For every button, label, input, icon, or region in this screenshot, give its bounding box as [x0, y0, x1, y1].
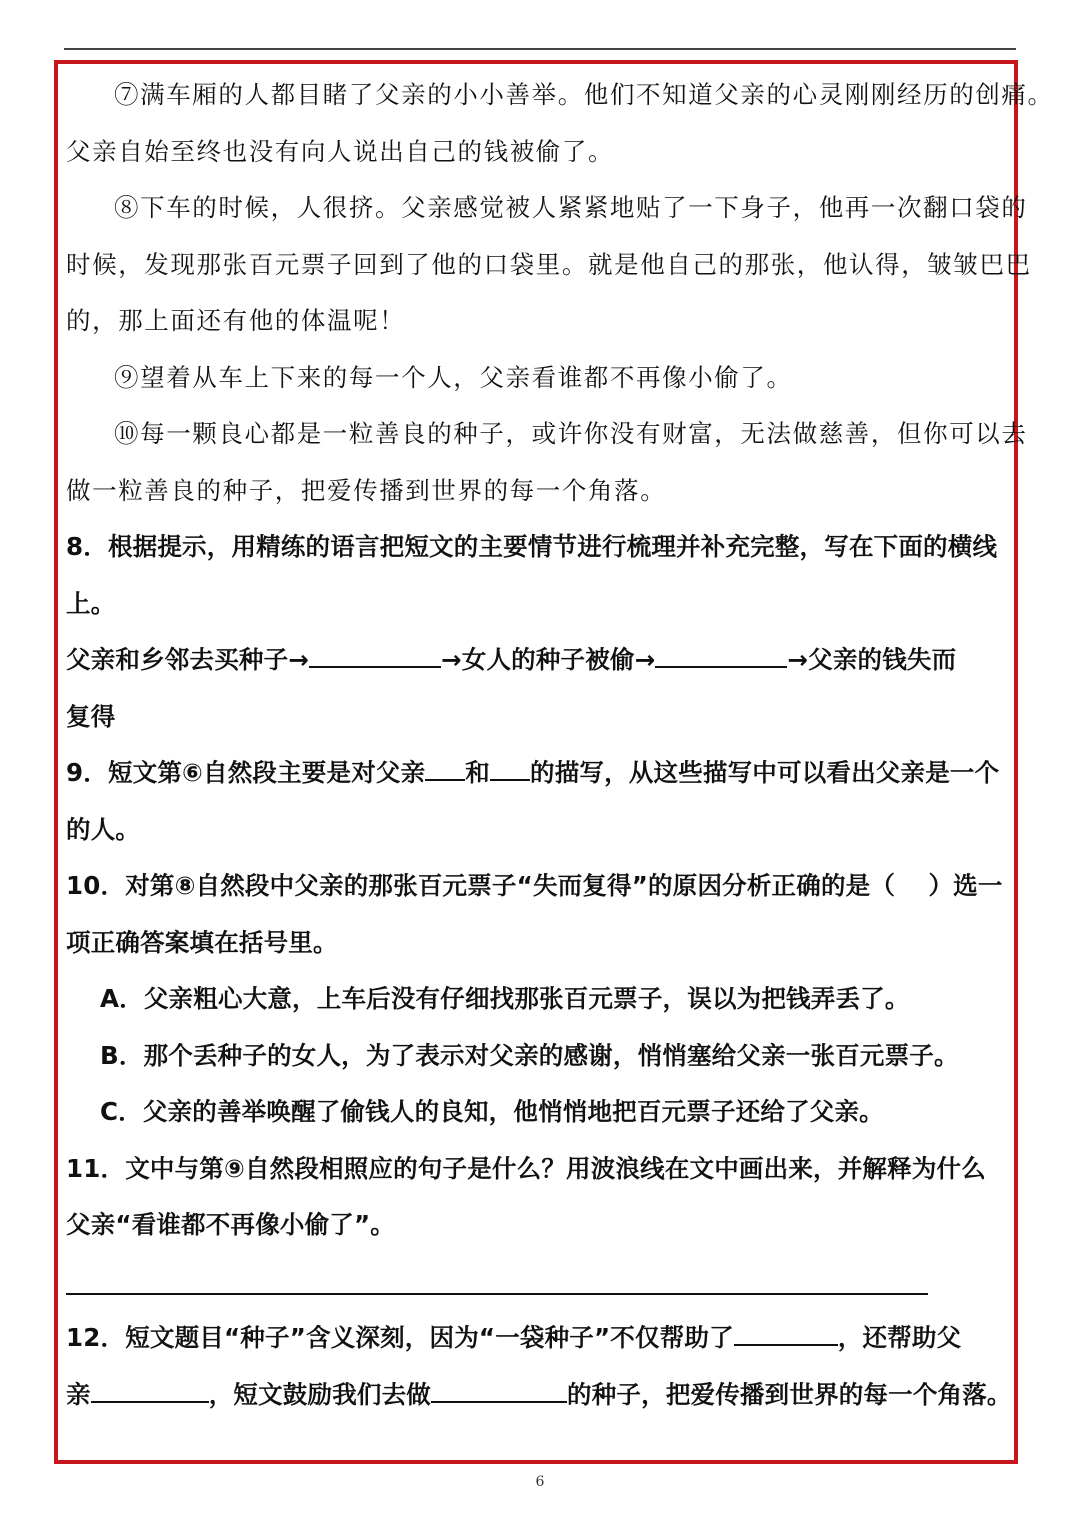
q10-option-c[interactable]: C．父亲的善举唤醒了偷钱人的良知，他悄悄地把百元票子还给了父亲。 — [100, 1097, 884, 1126]
header-rule — [64, 48, 1016, 50]
q10-option-a[interactable]: A．父亲粗心大意，上车后没有仔细找那张百元票子，误以为把钱弄丢了。 — [100, 984, 910, 1013]
q12-blank-3[interactable] — [431, 1379, 567, 1403]
q8-flow-step-1: 父亲和乡邻去买种子→ — [66, 645, 310, 674]
q8-blank-1[interactable] — [309, 644, 441, 668]
q9-part-a: 9．短文第⑥自然段主要是对父亲 — [66, 758, 426, 787]
q9-blank-2[interactable] — [490, 757, 530, 781]
q11-line2: 父亲“看谁都不再像小偷了”。 — [66, 1210, 396, 1239]
q12-blank-2[interactable] — [91, 1379, 209, 1403]
q8-line4: 复得 — [66, 702, 116, 731]
passage-p10-line2: 做一粒善良的种子，把爱传播到世界的每一个角落。 — [66, 476, 667, 505]
passage-p8-line2: 时候，发现那张百元票子回到了他的口袋里。就是他自己的那张，他认得，皱皱巴巴 — [66, 250, 1032, 279]
q12-part-b: ，还帮助父 — [837, 1323, 962, 1352]
q9-line2: 的人。 — [66, 815, 141, 844]
q10-line2: 项正确答案填在括号里。 — [66, 928, 338, 957]
passage-p8-line1: ⑧下车的时候，人很挤。父亲感觉被人紧紧地贴了一下身子，他再一次翻口袋的 — [114, 193, 1028, 222]
q8-line1: 8．根据提示，用精练的语言把短文的主要情节进行梳理并补充完整，写在下面的横线 — [66, 532, 998, 561]
q9-blank-1[interactable] — [425, 757, 465, 781]
q10-option-b[interactable]: B．那个丢种子的女人，为了表示对父亲的感谢，悄悄塞给父亲一张百元票子。 — [100, 1041, 959, 1070]
q12-line2 — [66, 1378, 1016, 1412]
q8-blank-2[interactable] — [655, 644, 787, 668]
passage-p10-line1: ⑩每一颗良心都是一粒善良的种子，或许你没有财富，无法做慈善，但你可以去 — [114, 419, 1028, 448]
q11-line1: 11．文中与第⑨自然段相照应的句子是什么？用波浪线在文中画出来，并解释为什么 — [66, 1154, 986, 1183]
q8-line2: 上。 — [66, 589, 116, 618]
passage-p9-line1: ⑨望着从车上下来的每一个人，父亲看谁都不再像小偷了。 — [114, 363, 793, 392]
q12-part-c: 亲 — [66, 1380, 91, 1409]
q9-line1 — [66, 756, 1016, 790]
page-number: 6 — [535, 1474, 545, 1490]
q11-answer-line[interactable] — [66, 1293, 928, 1295]
q12-part-d: ，短文鼓励我们去做 — [208, 1380, 432, 1409]
q8-flow-step-2: →女人的种子被偷→ — [441, 645, 656, 674]
q8-flow-step-3: →父亲的钱失而 — [787, 645, 957, 674]
q12-part-e: 的种子，把爱传播到世界的每一个角落。 — [567, 1380, 1012, 1409]
passage-p7-line2: 父亲自始至终也没有向人说出自己的钱被偷了。 — [66, 137, 615, 166]
q12-blank-1[interactable] — [734, 1322, 838, 1346]
q9-part-c: 的描写，从这些描写中可以看出父亲是一个 — [530, 758, 1000, 787]
passage-p7-line1: ⑦满车厢的人都目睹了父亲的小小善举。他们不知道父亲的心灵刚刚经历的创痛。 — [114, 80, 1054, 109]
q9-part-b: 和 — [465, 758, 490, 787]
q12-part-a: 12．短文题目“种子”含义深刻，因为“一袋种子”不仅帮助了 — [66, 1323, 734, 1352]
q10-line1: 10．对第⑧自然段中父亲的那张百元票子“失而复得”的原因分析正确的是（ ）选一 — [66, 871, 1003, 900]
q8-flow-line — [66, 643, 1016, 677]
q12-line1 — [66, 1321, 1016, 1355]
passage-p8-line3: 的，那上面还有他的体温呢！ — [66, 306, 406, 335]
